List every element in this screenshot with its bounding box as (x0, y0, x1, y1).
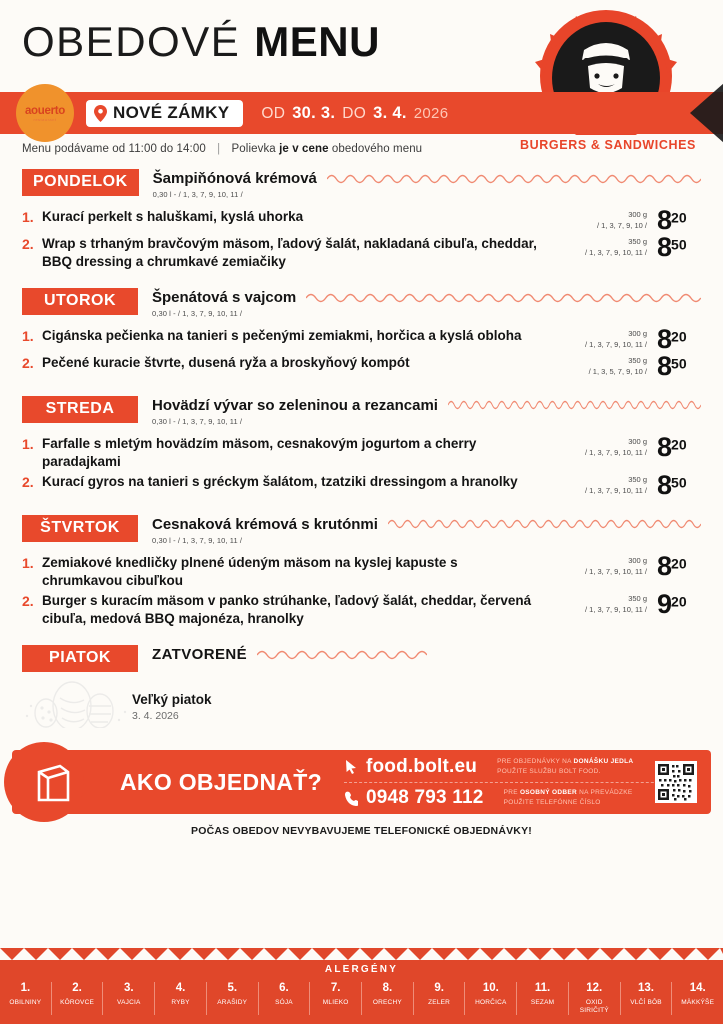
allergen-cell (102, 982, 154, 1015)
price-euros: 8 (657, 205, 672, 235)
allergen-name: ARAŠIDY (217, 999, 248, 1006)
dish-meta (549, 235, 647, 259)
dish-row (22, 324, 701, 355)
allergen-footer (0, 948, 723, 1024)
soup-allergens: 0,30 l - / 1, 3, 7, 9, 10, 11 / (152, 535, 243, 545)
dish-row (22, 351, 701, 382)
allergen-name: ZELER (428, 999, 451, 1006)
soup-block (152, 515, 701, 545)
dish-price (647, 351, 701, 382)
price-cents: 20 (671, 328, 687, 345)
squiggle-divider (448, 397, 701, 413)
web-note-post: POUŽITE SLUŽBU BOLT FOOD. (497, 767, 601, 775)
soup-note-bold: je v cene (279, 143, 329, 155)
location-name: NOVÉ ZÁMKY (113, 103, 230, 122)
dish-name: Kurací perkelt s haluškami, kyslá uhorka (42, 209, 304, 224)
allergen-name: KÔROVCE (60, 999, 95, 1006)
closed-status: ZATVORENÉ (152, 646, 247, 664)
web-order-note (497, 757, 633, 777)
date-to-label: DO (342, 104, 367, 122)
allergen-number: 6. (279, 982, 289, 994)
dish-weight: 300 g (628, 436, 647, 446)
allergen-name: RYBY (171, 999, 190, 1006)
soup-note-pre: Polievka (231, 143, 280, 155)
day-section-closed (22, 645, 701, 733)
dish-meta (549, 473, 647, 497)
dish-name: Wrap s trhaným bravčovým mäsom, ľadový šalát, nakladaná cibuľa, cheddar, BBQ dressing a chrumkavé zemiačiky (42, 236, 537, 270)
contact-block (344, 756, 684, 809)
loco-logo (500, 6, 715, 171)
dish-name: Pečené kuracie štvrte, dusená ryža a broskyňový kompót (42, 355, 410, 371)
location-chip[interactable] (86, 100, 243, 127)
soup-allergens: 0,30 l - / 1, 3, 7, 9, 10, 11 / (152, 416, 243, 426)
allergens-title: ALERGÉNY (324, 964, 399, 975)
price-cents: 20 (671, 209, 687, 226)
allergen-cell (206, 982, 258, 1015)
phone-note-pre: PRE (503, 788, 520, 796)
closed-status-block (152, 645, 701, 663)
day-tag: PONDELOK (22, 169, 139, 196)
allergen-name: ORECHY (372, 999, 402, 1006)
phone-orders-warning: POČAS OBEDOV NEVYBAVUJEME TELEFONICKÉ OBJEDNÁVKY! (191, 825, 532, 838)
order-question: AKO OBJEDNAŤ? (120, 768, 322, 795)
closed-reason-date: 3. 4. 2026 (132, 709, 179, 722)
squiggle-divider (388, 516, 701, 532)
allergen-cell (413, 982, 465, 1015)
dish-meta (549, 554, 647, 578)
allergen-cell (361, 982, 413, 1015)
day-section (22, 515, 701, 628)
dish-number: 2. (22, 236, 34, 253)
price-euros: 8 (657, 351, 672, 382)
price-euros: 8 (657, 324, 672, 355)
allergen-name: VLČÍ BÔB (630, 999, 662, 1006)
zigzag-edge (0, 948, 723, 960)
dish-weight: 350 g (628, 356, 647, 366)
order-phone-number[interactable]: 0948 793 112 (365, 786, 484, 808)
allergen-cell (671, 982, 723, 1015)
qr-code-icon[interactable] (655, 761, 697, 803)
dish-weight: 350 g (628, 237, 647, 247)
day-tag: STREDA (22, 396, 138, 423)
price-cents: 50 (671, 237, 687, 254)
dish-price (647, 431, 701, 462)
brand-badge-sub: restaurant (33, 116, 57, 122)
allergen-name: HORČICA (475, 999, 507, 1006)
price-cents: 50 (671, 356, 687, 373)
closed-reason-row (22, 680, 701, 733)
allergen-number: 12. (586, 982, 603, 994)
dish-number: 2. (22, 474, 34, 491)
restaurant-brand-badge (16, 84, 74, 142)
day-tag: UTOROK (22, 288, 138, 315)
dish-price (647, 205, 701, 235)
dish-row (22, 470, 701, 501)
allergen-cell (309, 982, 361, 1015)
day-header (22, 169, 701, 199)
dish-name: Farfalle s mletým hovädzím mäsom, cesnakovým jogurtom a cherry paradajkami (42, 435, 477, 469)
dish-allergens: / 1, 3, 7, 9, 10, 11 / (585, 447, 647, 457)
web-note-bold: DONÁŠKU JEDLA (573, 757, 634, 765)
allergen-number: 10. (482, 982, 499, 994)
allergen-cell (464, 982, 516, 1015)
page-title-bold: MENU (254, 18, 380, 65)
dish-meta (549, 354, 647, 378)
date-from-label: OD (261, 104, 286, 122)
dish-price (647, 324, 701, 355)
day-header (22, 645, 701, 672)
phone-note-post: POUŽITE TELEFÓNNE ČÍSLO (503, 798, 601, 806)
dish-allergens: / 1, 3, 7, 9, 10, 11 / (585, 605, 647, 615)
allergen-number: 11. (534, 982, 551, 994)
allergen-cell (516, 982, 568, 1015)
dish-row (22, 550, 701, 590)
allergen-number: 5. (227, 982, 238, 994)
day-section (22, 396, 701, 501)
order-bar (12, 750, 711, 814)
dish-meta (549, 592, 647, 616)
logo-tagline: BURGERS & SANDWICHES (520, 138, 696, 152)
dish-price (647, 470, 701, 501)
dish-number: 1. (22, 209, 34, 225)
soup-block (152, 288, 701, 318)
web-note-pre: PRE OBJEDNÁVKY NA (497, 757, 574, 765)
dish-list (22, 431, 701, 501)
allergen-name: OXID SIRIČITÝ (579, 999, 609, 1015)
allergens-grid (0, 982, 723, 1015)
dish-weight: 300 g (628, 329, 647, 339)
price-cents: 20 (671, 436, 687, 453)
day-tag: PIATOK (22, 645, 138, 672)
easter-eggs-icon (22, 680, 132, 733)
dish-name: Kurací gyros na tanieri s gréckym šalátom, tzatziki dressingom a hranolky (42, 474, 518, 490)
page-title-light: OBEDOVÉ (22, 18, 241, 65)
price-euros: 8 (657, 550, 672, 581)
date-to: 3. 4. (373, 103, 407, 122)
squiggle-divider (306, 290, 701, 306)
map-pin-icon (94, 105, 107, 122)
squiggle-divider (327, 171, 701, 187)
soup-name: Špenátová s vajcom (152, 289, 297, 307)
allergen-number: 14. (689, 982, 706, 994)
allergen-number: 3. (124, 982, 134, 994)
price-euros: 9 (657, 589, 672, 620)
dish-number: 1. (22, 435, 34, 452)
allergen-name: MLIEKO (322, 999, 349, 1006)
date-range (261, 104, 448, 123)
dish-weight: 300 g (628, 210, 647, 219)
dish-allergens: / 1, 3, 7, 9, 10, 11 / (585, 339, 647, 349)
dish-weight: 350 g (628, 475, 647, 485)
dish-allergens: / 1, 3, 7, 9, 10, 11 / (585, 248, 647, 258)
price-euros: 8 (657, 232, 672, 263)
dish-list (22, 205, 701, 271)
closed-reason (132, 692, 212, 722)
allergen-number: 4. (175, 982, 186, 994)
dish-meta (549, 327, 647, 351)
date-year: 2026 (413, 104, 449, 122)
allergen-cell (258, 982, 310, 1015)
allergen-cell (568, 982, 620, 1015)
day-header (22, 515, 701, 545)
allergen-cell (51, 982, 103, 1015)
dish-row (22, 205, 701, 235)
price-cents: 20 (671, 555, 687, 572)
allergen-cell (620, 982, 672, 1015)
contact-divider (344, 782, 684, 783)
allergen-number: 9. (434, 982, 444, 994)
dish-meta (549, 208, 647, 232)
closed-reason-title: Veľký piatok (132, 691, 212, 707)
web-order-row[interactable] (344, 756, 684, 778)
dish-price (647, 550, 701, 581)
soup-block (153, 169, 701, 199)
day-header (22, 288, 701, 318)
note-separator: | (217, 143, 221, 155)
dish-name: Cigánska pečienka na tanieri s pečenými zemiakmi, horčica a kyslá obloha (42, 328, 522, 344)
phone-note-mid: NA PREVÁDZKE (577, 788, 633, 796)
day-section (22, 288, 701, 382)
allergen-name: VAJCIA (117, 999, 141, 1006)
allergen-number: 1. (20, 982, 31, 994)
brand-badge-name: aouerto (24, 104, 66, 117)
price-cents: 20 (671, 594, 687, 611)
soup-name: Šampiňónová krémová (152, 170, 317, 187)
price-euros: 8 (657, 431, 672, 462)
date-from: 30. 3. (292, 103, 336, 122)
allergen-name: MÄKKÝŠE (681, 999, 715, 1006)
allergen-name: OBILNINY (9, 999, 42, 1006)
soup-allergens: 0,30 l - / 1, 3, 7, 9, 10, 11 / (152, 309, 243, 319)
soup-note-post: obedového menu (328, 143, 423, 155)
dish-weight: 300 g (628, 555, 647, 565)
allergen-cell (0, 982, 51, 1015)
dish-row (22, 232, 701, 271)
dish-weight: 350 g (628, 594, 647, 604)
dish-allergens: / 1, 3, 7, 9, 10, 11 / (585, 566, 647, 576)
dish-name: Zemiakové knedličky plnené údeným mäsom na kyslej kapuste s chrumkavou cibuľkou (42, 554, 458, 588)
day-section (22, 169, 701, 271)
dish-number: 2. (22, 593, 34, 610)
dish-list (22, 324, 701, 382)
phone-order-note (504, 788, 633, 808)
price-cents: 50 (671, 475, 687, 492)
dish-price (647, 232, 701, 263)
phone-icon (344, 790, 358, 806)
price-euros: 8 (657, 470, 672, 501)
dish-number: 1. (22, 554, 34, 571)
cursor-click-icon (344, 759, 358, 775)
soup-name: Cesnaková krémová s krutónmi (152, 515, 378, 533)
soup-name: Hovädzí vývar so zeleninou a rezancami (152, 396, 438, 414)
location-date-banner (0, 92, 723, 134)
dish-price (647, 589, 701, 620)
dish-row (22, 431, 701, 471)
dish-allergens: / 1, 3, 5, 7, 9, 10 / (588, 367, 647, 377)
squiggle-divider (257, 647, 427, 663)
allergen-number: 13. (637, 982, 654, 994)
allergen-number: 7. (330, 982, 341, 994)
day-header (22, 396, 701, 426)
dish-name: Burger s kuracím mäsom v panko strúhanke, ľadový šalát, cheddar, červená cibuľa, medová BBQ majonéza, hranolky (42, 593, 532, 627)
day-sections (0, 155, 723, 733)
soup-allergens: 0,30 l - / 1, 3, 7, 9, 10, 11 / (152, 190, 243, 199)
dish-meta (549, 435, 647, 459)
dish-row (22, 589, 701, 628)
dish-number: 2. (22, 355, 34, 372)
order-web-url[interactable]: food.bolt.eu (365, 755, 478, 777)
allergen-name: SÓJA (275, 999, 293, 1006)
phone-note-bold: OSOBNÝ ODBER (519, 788, 577, 796)
dish-allergens: / 1, 3, 7, 9, 10 / (596, 220, 647, 230)
allergen-number: 8. (382, 982, 393, 994)
takeaway-bag-icon (30, 760, 76, 811)
allergen-name: SEZAM (530, 999, 555, 1006)
allergen-number: 2. (72, 982, 82, 994)
dish-number: 1. (22, 328, 34, 345)
soup-block (152, 396, 701, 426)
phone-order-row[interactable] (344, 787, 684, 809)
dish-list (22, 550, 701, 628)
serving-hours: Menu podávame od 11:00 do 14:00 (22, 143, 206, 155)
allergen-cell (154, 982, 206, 1015)
dish-allergens: / 1, 3, 7, 9, 10, 11 / (585, 486, 647, 496)
day-tag: ŠTVRTOK (22, 515, 138, 542)
